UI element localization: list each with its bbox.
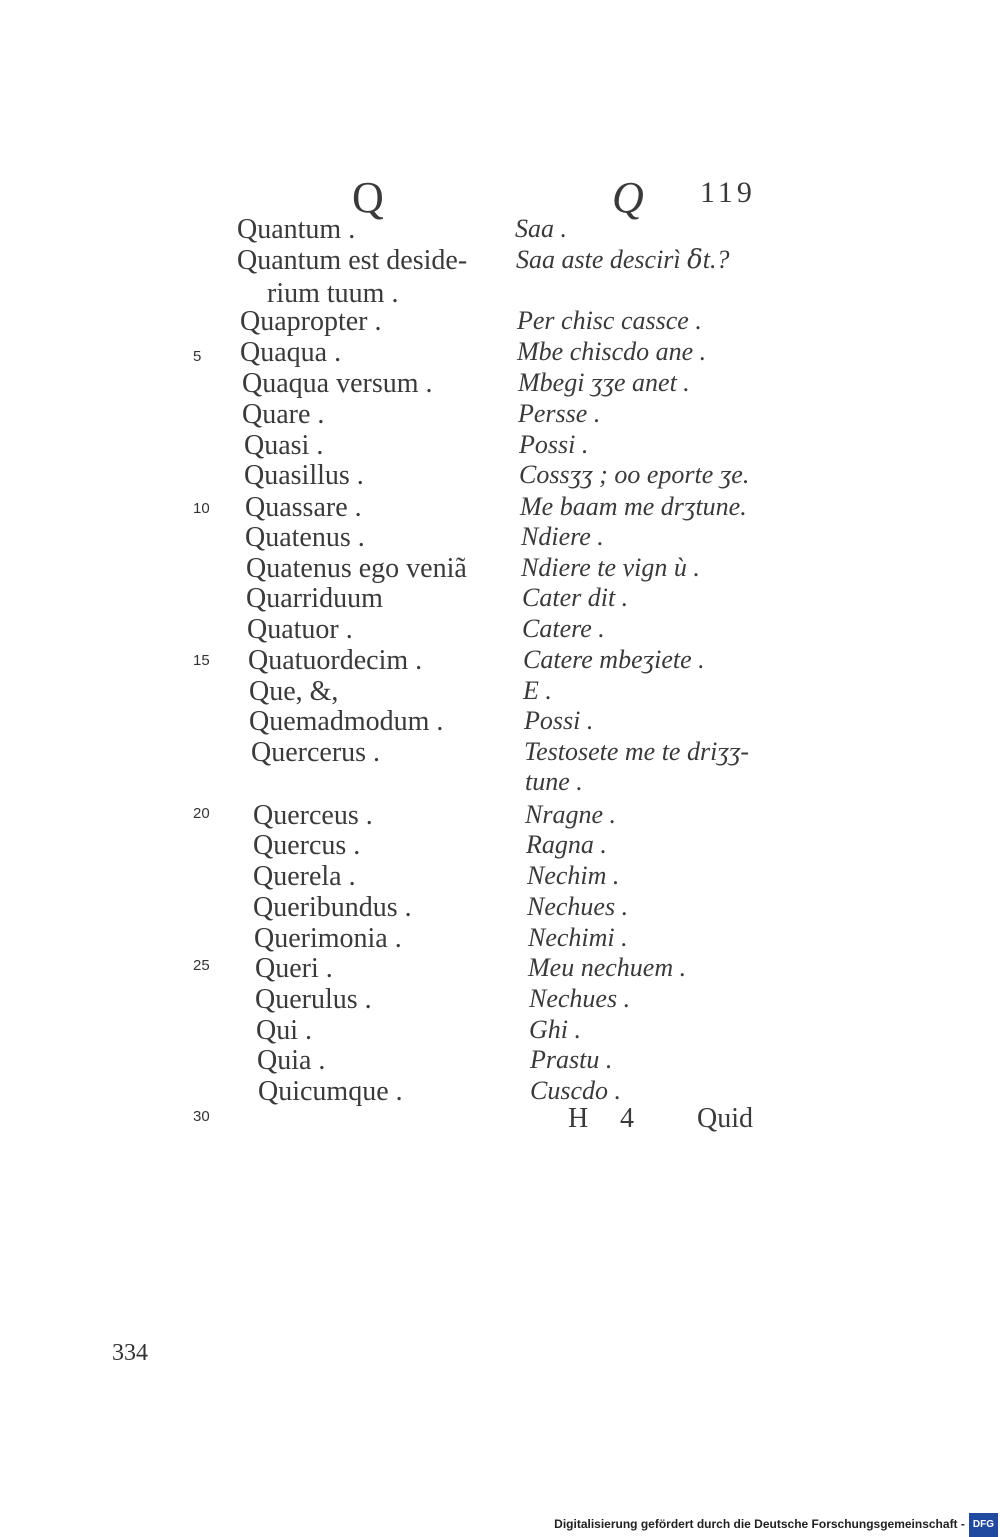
latin-term: Quatenus ego veniã	[246, 553, 467, 584]
albanian-translation: Testosete me te driʒʒ-	[524, 737, 750, 766]
latin-term: Querela .	[253, 861, 356, 892]
entry-row	[0, 1015, 1000, 1045]
latin-term: Quemadmodum .	[249, 706, 444, 737]
latin-term: Querceus .	[253, 800, 373, 831]
albanian-translation: Catere mbeʒiete .	[523, 645, 705, 674]
albanian-translation: Possi .	[519, 430, 589, 459]
entry-row	[0, 337, 1000, 367]
signature-letter: H	[568, 1103, 589, 1134]
albanian-translation: Saa aste descirì ẟt.?	[516, 245, 730, 274]
folio-number: 334	[112, 1340, 148, 1366]
latin-term: Quicumque .	[258, 1076, 403, 1107]
albanian-translation: Per chisc cassce .	[517, 306, 702, 335]
albanian-translation: Cuscdo .	[530, 1076, 621, 1105]
albanian-translation: Prastu .	[530, 1045, 613, 1074]
latin-term: rium tuum .	[267, 278, 399, 309]
latin-term: Qui .	[256, 1015, 312, 1046]
latin-term: Quatuor .	[247, 614, 353, 645]
latin-term: Quaqua .	[240, 337, 342, 368]
albanian-translation: Me baam me drʒtune.	[520, 492, 747, 521]
latin-term: Quarriduum	[246, 583, 383, 614]
albanian-translation: Mbe chiscdo ane .	[517, 337, 707, 366]
albanian-translation: Meu nechuem .	[528, 953, 687, 982]
albanian-translation: E .	[523, 676, 552, 705]
entry-row	[0, 614, 1000, 644]
entry-row	[0, 737, 1000, 767]
latin-term: Quasillus .	[244, 460, 364, 491]
line-number: 20	[193, 805, 210, 822]
latin-term: Querulus .	[255, 984, 372, 1015]
entry-row	[0, 245, 1000, 275]
entry-row	[0, 214, 1000, 244]
line-number: 5	[193, 348, 202, 365]
latin-term: Quantum .	[237, 214, 356, 245]
entry-row	[0, 583, 1000, 613]
latin-term: Quasi .	[244, 430, 324, 461]
entry-row	[0, 1076, 1000, 1106]
footer-text: Digitalisierung gefördert durch die Deutsche Forschungsgemeinschaft -	[554, 1517, 965, 1532]
latin-term: Quassare .	[245, 492, 362, 523]
entry-row	[0, 984, 1000, 1014]
albanian-translation: Nechues .	[529, 984, 631, 1013]
entry-row	[0, 861, 1000, 891]
entry-row	[0, 830, 1000, 860]
albanian-translation: Nechim .	[527, 861, 620, 890]
albanian-translation: Ndiere .	[521, 522, 604, 551]
albanian-translation: Ghi .	[529, 1015, 581, 1044]
entry-row	[0, 553, 1000, 583]
header-page-number: 119	[700, 176, 756, 209]
latin-term: Quare .	[242, 399, 325, 430]
latin-term: Quia .	[257, 1045, 326, 1076]
latin-term: Quercus .	[253, 830, 361, 861]
latin-term: Querimonia .	[254, 923, 402, 954]
entry-row	[0, 767, 1000, 797]
line-number: 25	[193, 957, 210, 974]
entry-row	[0, 1045, 1000, 1075]
albanian-translation: Mbegi ʒʒe anet .	[518, 368, 690, 397]
entry-row	[0, 492, 1000, 522]
albanian-translation: Nragne .	[525, 800, 616, 829]
latin-term: Quantum est deside-	[237, 245, 468, 276]
albanian-translation: Nechues .	[527, 892, 629, 921]
albanian-translation: Ndiere te vign ù .	[521, 553, 700, 582]
albanian-translation: Possi .	[524, 706, 594, 735]
albanian-translation: Nechimi .	[528, 923, 628, 952]
dfg-logo-icon: DFG	[969, 1513, 998, 1537]
catchword: Quid	[697, 1103, 753, 1134]
header-left-letter: Q	[352, 173, 384, 222]
entry-row	[0, 953, 1000, 983]
albanian-translation: Cossʒʒ ; oo eporte ʒe.	[519, 460, 750, 489]
latin-term: Quercerus .	[251, 737, 381, 768]
funding-footer	[554, 1513, 1000, 1535]
signature-number: 4	[620, 1103, 634, 1134]
albanian-translation: Persse .	[518, 399, 601, 428]
entry-row	[0, 306, 1000, 336]
latin-term: Quatenus .	[245, 522, 365, 553]
line-number: 10	[193, 500, 210, 517]
albanian-translation: Ragna .	[526, 830, 607, 859]
albanian-translation: Cater dit .	[522, 583, 629, 612]
entry-row	[0, 892, 1000, 922]
latin-term: Quatuordecim .	[248, 645, 423, 676]
entry-row	[0, 800, 1000, 830]
entry-row	[0, 706, 1000, 736]
line-number: 15	[193, 652, 210, 669]
albanian-translation: tune .	[525, 767, 583, 796]
albanian-translation: Catere .	[522, 614, 605, 643]
entry-row	[0, 645, 1000, 675]
latin-term: Quapropter .	[240, 306, 382, 337]
line-number: 30	[193, 1108, 210, 1125]
entry-row	[0, 923, 1000, 953]
latin-term: Queribundus .	[253, 892, 412, 923]
entry-row	[0, 368, 1000, 398]
entry-row	[0, 522, 1000, 552]
latin-term: Que, &,	[249, 676, 339, 707]
entry-row	[0, 278, 1000, 308]
albanian-translation: Saa .	[515, 214, 567, 243]
latin-term: Queri .	[255, 953, 333, 984]
latin-term: Quaqua versum .	[242, 368, 433, 399]
entry-row	[0, 676, 1000, 706]
entry-row	[0, 399, 1000, 429]
entry-row	[0, 430, 1000, 460]
header-right-letter: Q	[612, 173, 644, 222]
entry-row	[0, 460, 1000, 490]
